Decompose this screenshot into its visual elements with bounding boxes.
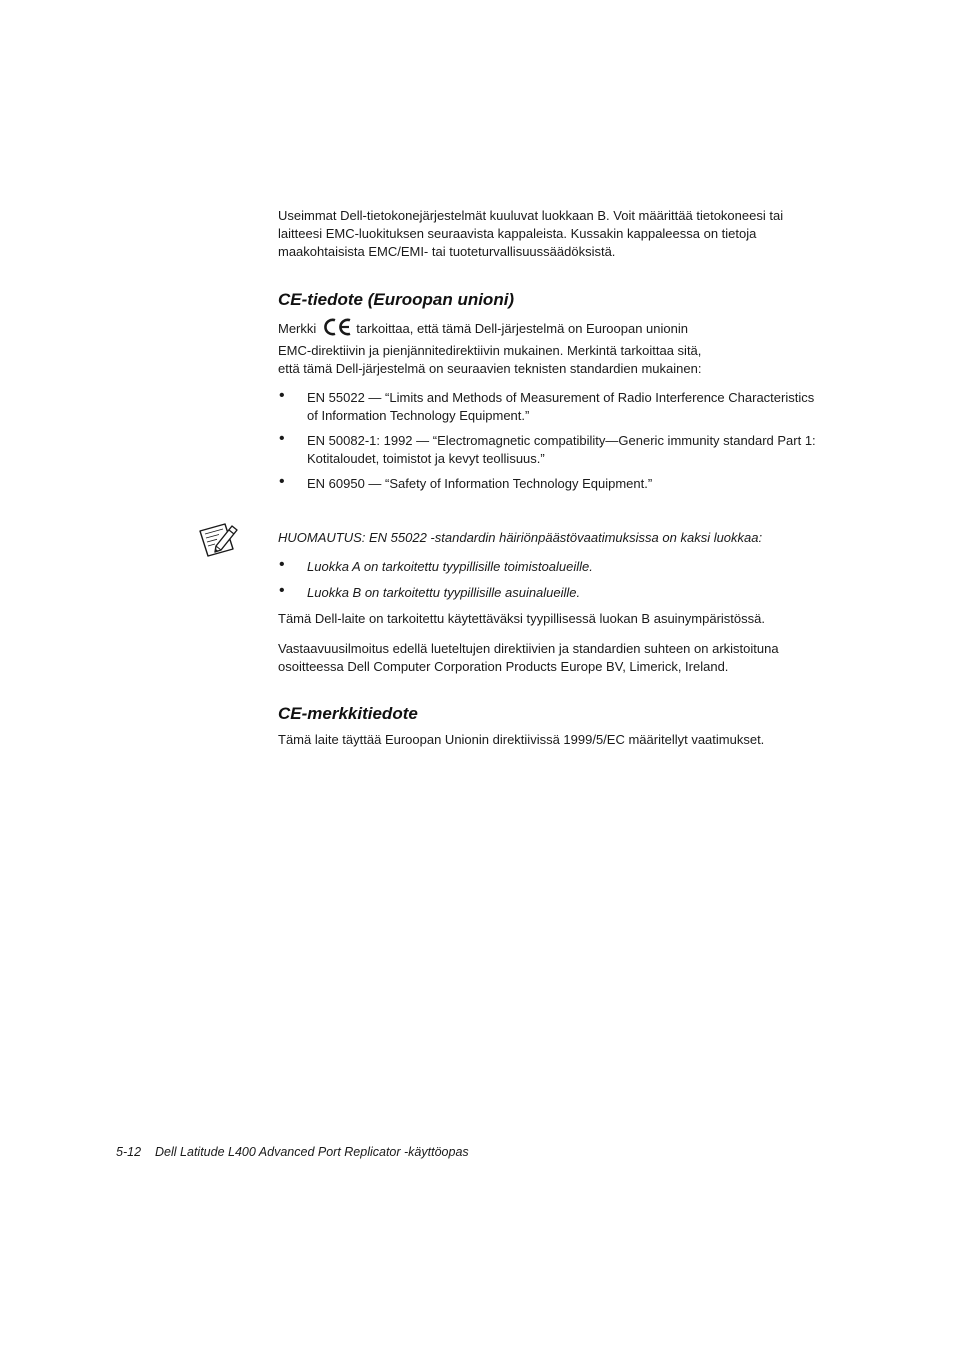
standard-text: EN 60950 — “Safety of Information Technology Equipment.” — [307, 476, 653, 491]
list-item — [278, 475, 828, 493]
note-block — [278, 529, 828, 602]
bullet: • — [279, 582, 285, 599]
ce-notice-line-1-before: Merkki — [278, 321, 317, 336]
standards-list — [278, 389, 828, 493]
ce-notice-paragraph — [278, 317, 828, 378]
ce-mark-icon — [322, 317, 352, 342]
note-pencil-icon — [197, 521, 241, 562]
intro-paragraph: Useimmat Dell-tietokonejärjestelmät kuuluvat luokkaan B. Voit määrittää tietokoneesi tai laitteesi EMC-luokituksen seuraavista kappaleista. Kussakin kappaleessa on tietoja maakohtaisista EMC/EMI- tai tuoteturvallisuussäädöksistä. — [278, 208, 784, 259]
bullet: • — [279, 556, 285, 573]
page-footer — [116, 1145, 469, 1159]
list-item — [278, 558, 828, 576]
list-item — [278, 432, 828, 468]
list-item — [278, 584, 828, 602]
declaration-paragraph: Vastaavuusilmoitus edellä lueteltujen direktiivien ja standardien suhteen on arkistoituna osoitteessa Dell Computer Corporation Products Europe BV, Limerick, Ireland. — [278, 641, 779, 674]
ce-notice-line-2: EMC-direktiivin ja pienjännitedirektiivin mukainen. Merkintä tarkoittaa sitä, — [278, 343, 702, 358]
note-item-text: Luokka B on tarkoitettu tyypillisille asuinalueille. — [307, 585, 581, 600]
page-number: 5-12 — [116, 1145, 142, 1159]
ce-notice-line-1-after: tarkoittaa, että tämä Dell-järjestelmä on Euroopan unionin — [356, 321, 688, 336]
ce-mark-notice-text: Tämä laite täyttää Euroopan Unionin direktiivissä 1999/5/EC määritellyt vaatimukset. — [278, 732, 765, 747]
intended-use-paragraph: Tämä Dell-laite on tarkoitettu käytettäväksi tyypillisessä luokan B asuinympäristössä. — [278, 611, 765, 626]
standard-text: EN 55022 — “Limits and Methods of Measurement of Radio Interference Characteristics of Information Technology Equipment.” — [307, 390, 815, 423]
document-title: Dell Latitude L400 Advanced Port Replicator -käyttöopas — [155, 1145, 469, 1159]
bullet: • — [279, 387, 285, 404]
bullet: • — [279, 430, 285, 447]
ce-notice-heading: CE-tiedote (Euroopan unioni) — [278, 290, 515, 309]
standard-text: EN 50082-1: 1992 — “Electromagnetic compatibility—Generic immunity standard Part 1: Kotitaloudet, toimistot ja kevyt teollisuus.” — [307, 433, 816, 466]
ce-notice-line-3: että tämä Dell-järjestelmä on seuraavien teknisten standardien mukainen: — [278, 361, 702, 376]
note-list — [278, 558, 828, 602]
note-heading: HUOMAUTUS: EN 55022 -standardin häiriönpäästövaatimuksissa on kaksi luokkaa: — [278, 530, 763, 545]
ce-mark-notice-heading: CE-merkkitiedote — [278, 704, 418, 723]
ce-notice-line-1 — [278, 317, 828, 342]
page-content — [278, 207, 828, 749]
note-item-text: Luokka A on tarkoitettu tyypillisille toimistoalueille. — [307, 559, 593, 574]
bullet: • — [279, 473, 285, 490]
list-item — [278, 389, 828, 425]
